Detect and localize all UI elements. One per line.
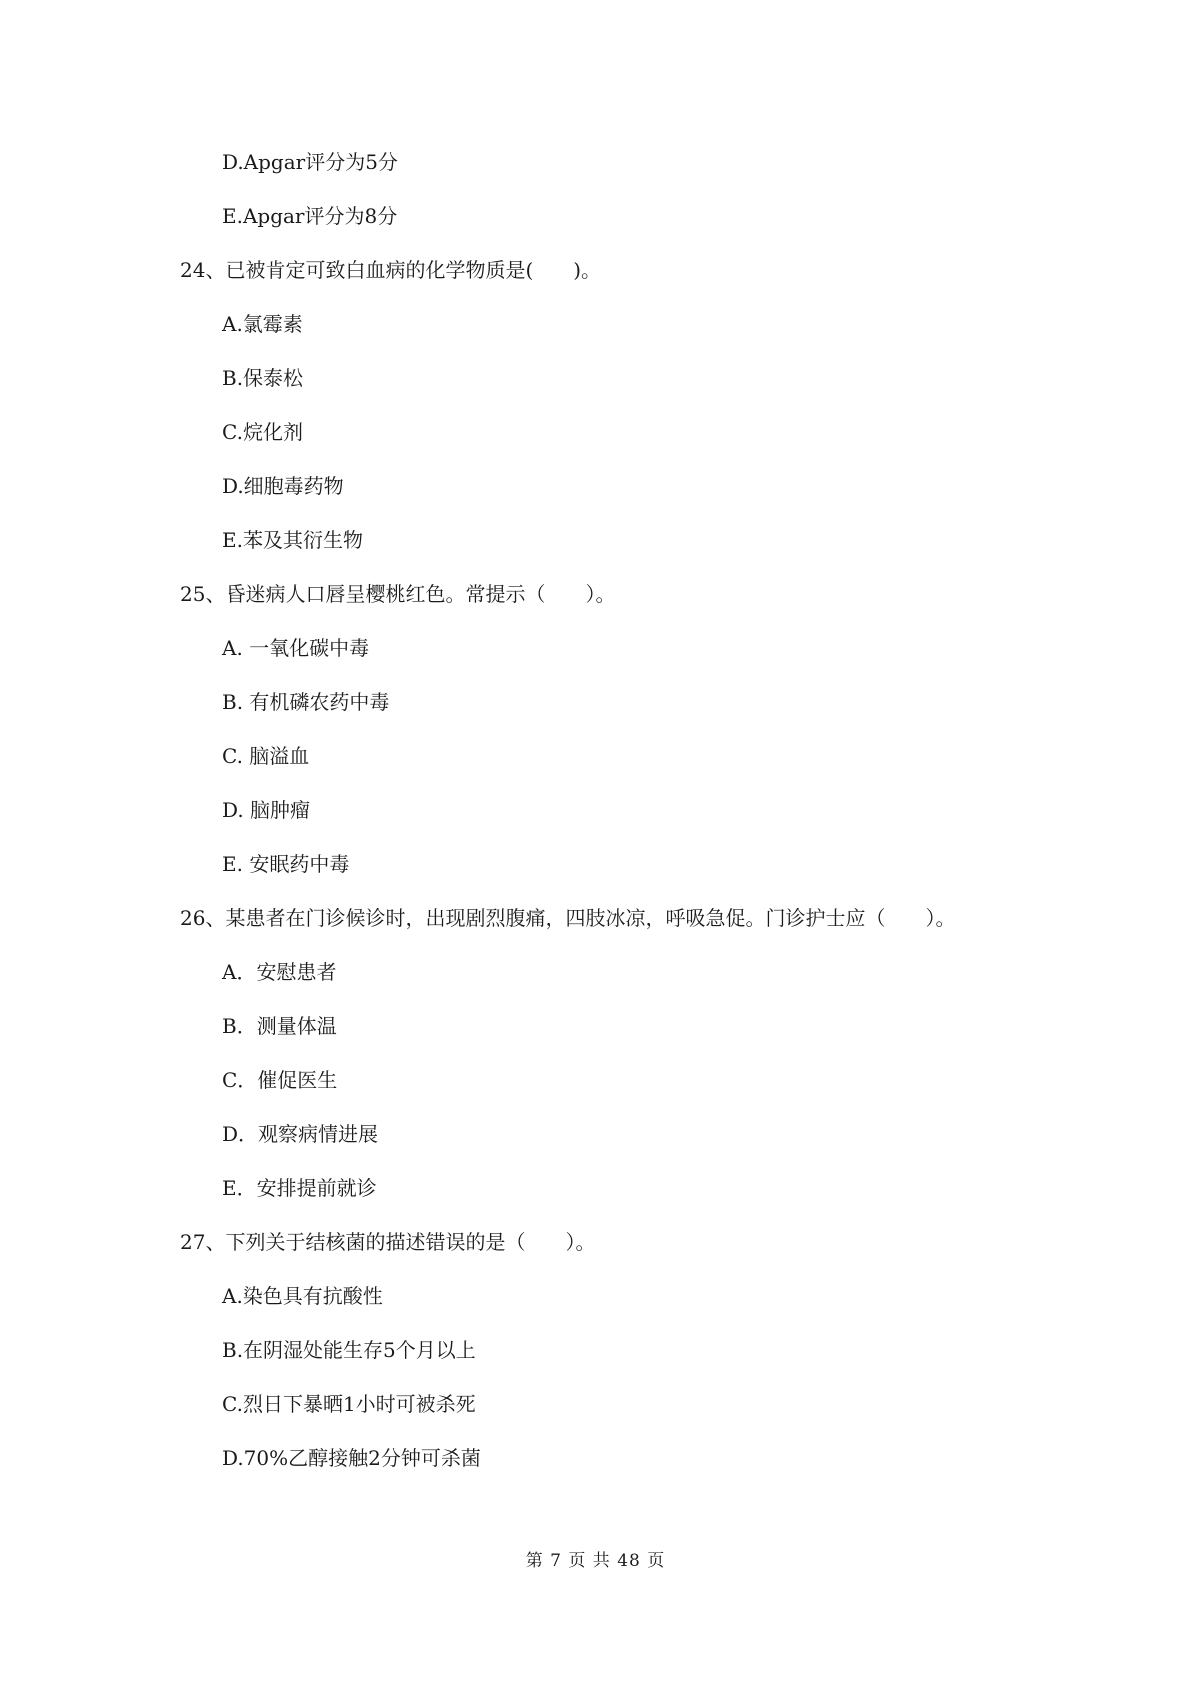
option-25-e: E. 安眠药中毒 bbox=[222, 852, 350, 876]
question-25: 25、昏迷病人口唇呈樱桃红色。常提示（ ）。 bbox=[180, 582, 616, 606]
option-26-d: D．观察病情进展 bbox=[222, 1122, 379, 1146]
option-24-a: A.氯霉素 bbox=[222, 312, 303, 336]
option-25-a: A. 一氧化碳中毒 bbox=[222, 636, 370, 660]
option-27-b: B.在阴湿处能生存5个月以上 bbox=[222, 1338, 476, 1362]
option-27-a: A.染色具有抗酸性 bbox=[222, 1284, 383, 1308]
option-27-c: C.烈日下暴晒1小时可被杀死 bbox=[222, 1392, 476, 1416]
option-27-d: D.70%乙醇接触2分钟可杀菌 bbox=[222, 1446, 481, 1470]
option-23-e: E.Apgar评分为8分 bbox=[222, 204, 398, 228]
option-25-b: B. 有机磷农药中毒 bbox=[222, 690, 390, 714]
question-24: 24、已被肯定可致白血病的化学物质是( )。 bbox=[180, 258, 602, 282]
option-24-d: D.细胞毒药物 bbox=[222, 474, 344, 498]
option-26-e: E．安排提前就诊 bbox=[222, 1176, 377, 1200]
question-27: 27、下列关于结核菌的描述错误的是（ ）。 bbox=[180, 1230, 596, 1254]
option-25-d: D. 脑肿瘤 bbox=[222, 798, 311, 822]
option-26-b: B．测量体温 bbox=[222, 1014, 337, 1038]
question-26: 26、某患者在门诊候诊时，出现剧烈腹痛，四肢冰凉，呼吸急促。门诊护士应（ ）。 bbox=[180, 906, 956, 930]
page-number-footer: 第 7 页 共 48 页 bbox=[525, 1551, 666, 1571]
option-24-e: E.苯及其衍生物 bbox=[222, 528, 363, 552]
option-25-c: C. 脑溢血 bbox=[222, 744, 310, 768]
option-24-c: C.烷化剂 bbox=[222, 420, 303, 444]
option-26-c: C．催促医生 bbox=[222, 1068, 338, 1092]
option-26-a: A．安慰患者 bbox=[222, 960, 337, 984]
option-23-d: D.Apgar评分为5分 bbox=[222, 150, 398, 174]
option-24-b: B.保泰松 bbox=[222, 366, 304, 390]
